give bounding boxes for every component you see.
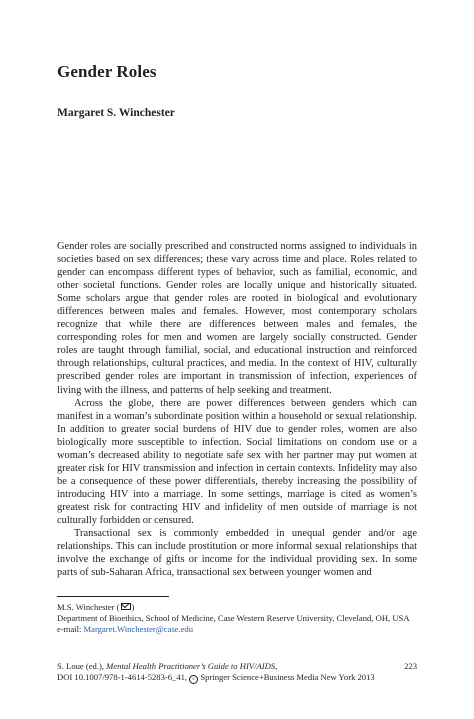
copyright-icon: c [189,675,198,684]
footnote-author-paren: ) [131,602,135,612]
footnote-email-line [57,624,419,635]
footer-book-suffix: , [275,661,278,671]
page-footer [57,661,417,684]
footnote-affiliation: Department of Bioethics, School of Medicine, Case Western Reserve University, Cleveland, OH, USA [57,613,410,623]
envelope-icon [121,603,131,611]
footer-publisher: Springer Science+Business Media New York 2013 [198,672,375,682]
footnote-email-link[interactable]: Margaret.Winchester@case.edu [83,624,194,634]
chapter-title: Gender Roles [57,62,157,81]
footer-book-prefix: S. Loue (ed.), [57,661,107,671]
footnote-email-label: e-mail: [57,624,84,634]
body-paragraph-2: Across the globe, there are power differences between genders which can manifest in a woman’s subordinate position within a household or sexual relationship. In addition to greater social burdens of HIV due to gender roles, women are also biologically more susceptible to infection. Social limitations on condom use or a woman’s decreased ability to negotiate safe sex with her partner may put women at greater risk for HIV transmission and infection in certain contexts. Infidelity may also be a consequence of these power differentials, thereby increasing the possibility of introducing HIV into a marriage. In some settings, marriage is cited as women’s greatest risk for contracting HIV and infidelity of men outside of marriage is not culturally forbidden or censured. [57,397,417,526]
footer-citation-line [57,661,417,672]
footer-book-title: Mental Health Practitioner’s Guide to HIV/AIDS [106,661,276,671]
footer-doi: DOI 10.1007/978-1-4614-5283-6_41, [57,672,190,682]
chapter-body [57,240,417,579]
footer-doi-line [57,672,417,684]
page-number: 223 [404,661,417,671]
body-paragraph-3: Transactional sex is commonly embedded in unequal gender and/or age relationships. This can include prostitution or more informal sexual relationships that involve the exchange of gifts or income for the individual providing sex. In some parts of sub-Saharan Africa, transactional sex between younger women and [57,528,417,579]
footnote-author-name: M.S. Winchester ( [57,602,120,612]
body-paragraph-1: Gender roles are socially prescribed and constructed norms assigned to individuals in societies based on sex differences; these vary across time and place. Roles related to gender can encompass different types of behavior, such as familial, economic, and other societal functions. Gender roles are locally unique and historically situated. Some scholars argue that gender roles are rooted in biological and evolutionary differences between males and females. However, most contemporary scholars recognize that while there are differences between males and females, the corresponding roles for men and women are largely socially constructed. Gender roles are taught through familial, social, and educational instruction and reinforced through relationships, cultural practices, and media. In the context of HIV, culturally prescribed gender roles are important in transmission of infection, experiences of living with the illness, and patterns of help seeking and treatment. [57,241,417,396]
chapter-author: Margaret S. Winchester [57,107,175,119]
footnote-author-line [57,602,419,613]
footnote-divider [57,596,169,597]
author-footnote [57,602,419,635]
